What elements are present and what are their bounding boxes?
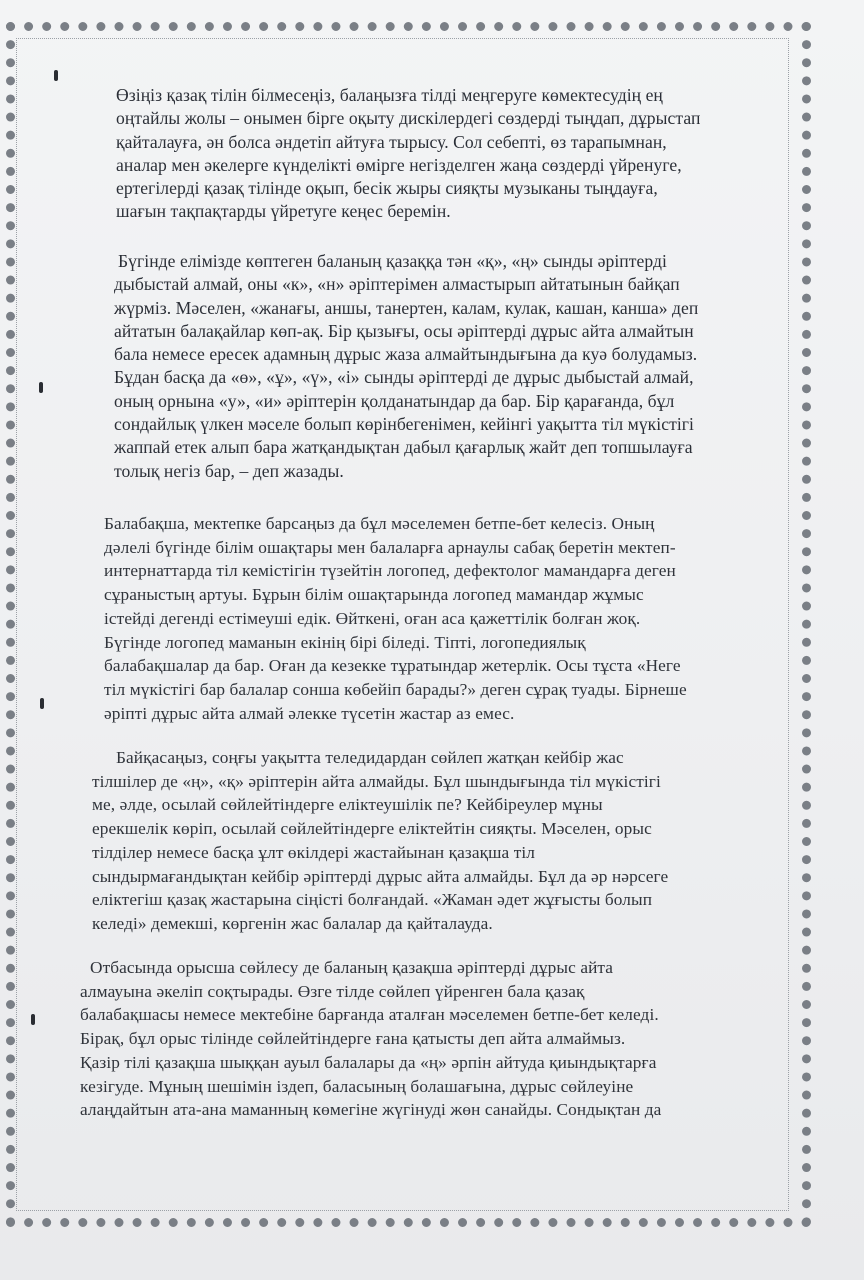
text-line: бала немесе ересек адамның дұрыс жаза алмайтындығына да куә болудамыз. (114, 344, 698, 365)
text-line: Бірақ, бұл орыс тілінде сөйлейтіндерге ғана қатысты деп айта алмаймыз. (80, 1029, 626, 1049)
punch-hole-mark (39, 382, 43, 393)
paragraph-4 (92, 746, 792, 936)
text-line: келеді» демекші, көргенін жас балалар да қайталауда. (92, 913, 493, 933)
text-line: балабақшалар да бар. Оған да кезекке тұратындар жетерлік. Осы тұста «Неге (104, 656, 681, 676)
text-line: кезігуде. Мұның шешімін іздеп, баласының болашағына, дұрыс сөйлеуіне (80, 1076, 634, 1096)
text-line: ерекшелік көріп, осылай сөйлейтіндерге еліктейтін сияқты. Мәселен, орыс (92, 819, 652, 839)
paragraph-5 (80, 956, 794, 1122)
text-line: Байқасаңыз, соңғы уақытта теледидардан сөйлеп жатқан кейбір жас (116, 748, 624, 767)
text-line: тіл мүкістігі бар балалар сонша көбейіп барады?» деген сұрақ туады. Бірнеше (104, 679, 687, 699)
text-line: дәлелі бүгінде білім ошақтары мен балаларға арнаулы сабақ беретін мектеп- (104, 537, 676, 557)
paragraph-2 (114, 250, 782, 483)
text-line: интернаттарда тіл кемістігін түзейтін логопед, дефектолог мамандарға деген (104, 561, 676, 581)
text-line: жүрміз. Мәселен, «жанағы, аншы, танертен, калам, кулак, кашан, канша» деп (114, 297, 699, 318)
text-line: ертегілерді қазақ тілінде оқып, бесік жыры сияқты музыканы тыңдауға, (116, 178, 658, 199)
text-line: шағын тақпақтарды үйретуге кеңес беремін. (116, 201, 451, 222)
text-line: ме, әлде, осылай сөйлейтіндерге еліктеушілік пе? Кейбіреулер мұны (92, 795, 603, 815)
text-line: алаңдайтын ата-ана маманның көмегіне жүгінуді жөн санайды. Сондықтан да (80, 1100, 662, 1120)
text-line: сындырмағандықтан кейбір әріптерді дұрыс айта алмайды. Бұл да әр нәрсеге (92, 866, 669, 886)
paragraph-1 (116, 84, 780, 224)
text-line: оның орнына «у», «и» әріптерін қолданатындар да бар. Бір қарағанда, бұл (114, 390, 675, 411)
text-line: Қазір тілі қазақша шыққан ауыл балалары да «ң» әрпін айтуда қиындықтарға (80, 1052, 657, 1072)
text-line: айтатын балақайлар көп-ақ. Бір қызығы, осы әріптерді дұрыс айта алмайтын (114, 320, 694, 341)
text-line: тілділер немесе басқа ұлт өкілдері жастайынан қазақша тіл (92, 842, 535, 862)
text-line: Бүгінде елімізде көптеген баланың қазаққа тән «қ», «ң» сынды әріптерді (118, 251, 667, 271)
text-line: дыбыстай алмай, оны «к», «н» әріптерімен алмастырып айтатынын байқап (114, 274, 680, 295)
text-line: Балабақша, мектепке барсаңыз да бұл мәселемен бетпе-бет келесіз. Оның (104, 514, 655, 533)
text-line: Өзіңіз қазақ тілін білмесеңіз, балаңызға тілді меңгеруге көмектесудің ең (116, 85, 663, 105)
text-line: Бүгінде логопед маманын екінің бірі біледі. Тіпті, логопедиялық (104, 632, 586, 652)
text-line: істейді дегенді естімеуші едік. Өйткені, оған аса қажеттілік болған жоқ. (104, 608, 641, 628)
paragraph-3 (104, 512, 794, 725)
text-line: балабақшасы немесе мектебіне барғанда аталған мәселемен бетпе-бет келеді. (80, 1005, 659, 1025)
punch-hole-mark (31, 1014, 35, 1025)
text-line: әріпті дұрыс айта алмай әлекке түсетін жастар аз емес. (104, 703, 515, 723)
text-line: толық негіз бар, – деп жазады. (114, 460, 344, 481)
text-line: аналар мен әкелерге күнделікті өмірге негізделген жаңа сөздерді үйренуге, (116, 154, 682, 175)
text-line: Отбасында орысша сөйлесу де баланың қазақша әріптерді дұрыс айта (90, 958, 614, 977)
punch-hole-mark (40, 698, 44, 709)
text-line: еліктегіш қазақ жастарына сіңісті болғандай. «Жаман әдет жұғысты болып (92, 890, 653, 910)
text-line: сұраныстың артуы. Бұрын білім ошақтарында логопед мамандар жұмыс (104, 585, 644, 605)
text-line: оңтайлы жолы – онымен бірге оқыту дискілердегі сөздерді тыңдап, дұрыстап (116, 108, 701, 129)
text-line: тілшілер де «ң», «қ» әріптерін айта алмайды. Бұл шындығында тіл мүкістігі (92, 771, 661, 791)
text-line: қайталауға, ән болса әндетіп айтуға тырысу. Сол себепті, өз тарапымнан, (116, 131, 667, 152)
punch-hole-mark (54, 70, 58, 81)
text-line: Бұдан басқа да «ө», «ұ», «ү», «і» сынды әріптерді де дұрыс дыбыстай алмай, (114, 367, 694, 388)
text-line: сондайлық үлкен мәселе болып көрінбегенімен, кейінгі уақытта тіл мүкістігі (114, 414, 694, 435)
text-line: алмауына әкеліп соқтырады. Өзге тілде сөйлеп үйренген бала қазақ (80, 981, 585, 1001)
text-line: жаппай етек алып бара жатқандықтан дабыл қағарлық жайт деп топшылауға (114, 437, 693, 458)
